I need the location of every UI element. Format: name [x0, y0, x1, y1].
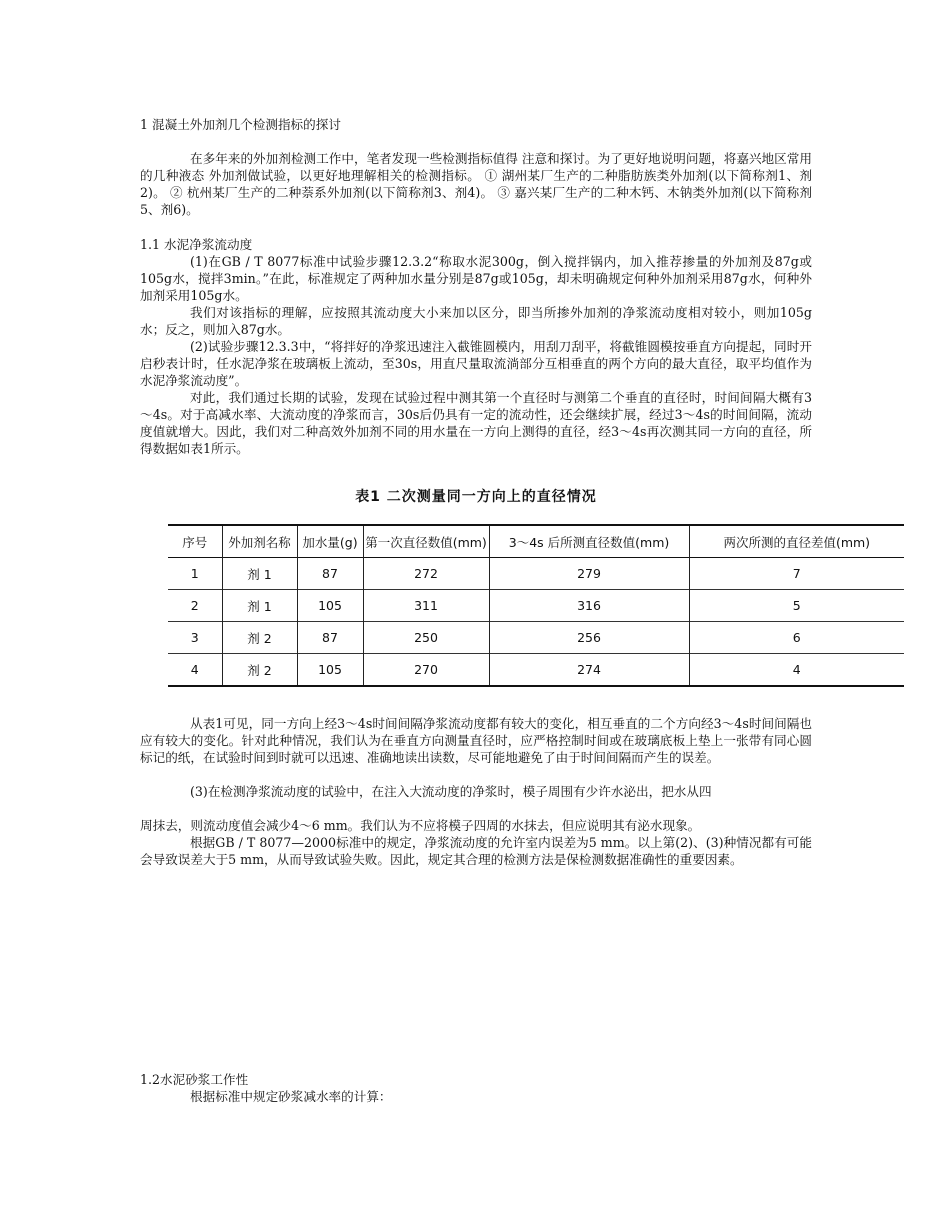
table-cell: 270 [363, 654, 489, 687]
table-cell: 272 [363, 558, 489, 590]
paragraph-table-analysis: 从表1可见，同一方向上经3～4s时间间隔净浆流动度都有较大的变化，相互垂直的二个方向经3～4s时间间隔也应有较大的变化。针对此种情况，我们认为在垂直方向测量直径时，应严格控制时间或在玻璃底板上垫上一张带有同心圆标记的纸，在试验时间到时就可以迅速、准确地读出读数，尽可能地避免了由于时间间隔而产生的误差。 [140, 716, 812, 765]
table-cell: 256 [489, 622, 689, 654]
table-header-cell: 两次所测的直径差值(mm) [689, 525, 904, 558]
paragraph-step-2: (2)试验步骤12.3.3中，“将拌好的净浆迅速注入截锥圆模内，用刮刀刮平，将截锥圆模按垂直方向提起，同时开启秒表计时，任水泥净浆在玻璃板上流动，至30s，用直尺量取流淌部分互相垂直的两个方向的最大直径，取平均值作为水泥净浆流动度”。 [140, 339, 812, 388]
table-cell: 3 [190, 630, 199, 645]
table-row [168, 558, 904, 590]
table-header-cell: 第一次直径数值(mm) [363, 525, 489, 558]
table-cell: 4 [689, 654, 904, 687]
table-cell: 87 [297, 558, 363, 590]
table-1 [168, 524, 904, 687]
table-header-cell: 3～4s 后所测直径数值(mm) [489, 525, 689, 558]
table-cell: 剂 1 [222, 558, 297, 590]
table-header-cell: 序号 [182, 534, 208, 550]
table-row [168, 654, 904, 687]
table-1-title: 表1 二次测量同一方向上的直径情况 [355, 489, 597, 505]
paragraph-understanding: 我们对该指标的理解，应按照其流动度大小来加以区分，即当所掺外加剂的净浆流动度相对较小，则加105g水；反之，则加入87g水。 [140, 305, 812, 337]
table-header-cell: 加水量(g) [297, 525, 363, 558]
table-cell: 87 [297, 622, 363, 654]
table-cell: 2 [190, 598, 199, 613]
table-cell: 7 [689, 558, 904, 590]
table-cell: 剂 1 [222, 590, 297, 622]
paragraph-mortar-calc: 根据标准中规定砂浆减水率的计算： [190, 1089, 392, 1104]
paragraph-standard-error: 根据GB / T 8077—2000标准中的规定，净浆流动度的允许室内误差为5 mm。以上第(2)、(3)种情况都有可能会导致误差大于5 mm，从而导致试验失败。因此，规定其合理的检测方法是保检测数据准确性的重要因素。 [140, 835, 812, 867]
table-cell: 311 [363, 590, 489, 622]
table-row [168, 590, 904, 622]
table-cell: 250 [363, 622, 489, 654]
table-cell: 4 [190, 662, 199, 677]
table-cell: 274 [489, 654, 689, 687]
table-header-row [168, 525, 904, 558]
section-1-1-heading: 1.1 水泥净浆流动度 [140, 237, 253, 252]
table-cell: 剂 2 [222, 654, 297, 687]
table-cell: 279 [489, 558, 689, 590]
table-cell: 剂 2 [222, 622, 297, 654]
table-cell: 105 [297, 590, 363, 622]
table-cell: 6 [689, 622, 904, 654]
section-1-heading: 1 混凝土外加剂几个检测指标的探讨 [140, 117, 341, 132]
section-1-2-heading: 1.2水泥砂浆工作性 [140, 1072, 249, 1087]
paragraph-step-3-part-1: (3)在检测净浆流动度的试验中，在注入大流动度的净浆时，模子周围有少许水泌出，把水从四 [190, 784, 712, 799]
table-cell: 1 [190, 566, 199, 581]
section-1-intro-paragraph: 在多年来的外加剂检测工作中，笔者发现一些检测指标值得 注意和探讨。为了更好地说明问题，将嘉兴地区常用的几种液态 外加剂做试验，以更好地理解相关的检测指标。 ① 湖州某厂生产的二种脂肪族类外加剂(以下简称剂1、剂2)。 ② 杭州某厂生产的二种萘系外加剂(以下简称剂3、剂4)。 ③ 嘉兴某厂生产的二种木钙、木钠类外加剂(以下简称剂 5、剂6)。 [140, 151, 812, 217]
table-header-cell: 外加剂名称 [222, 525, 297, 558]
table-cell: 105 [297, 654, 363, 687]
table-row [168, 622, 904, 654]
table-cell: 5 [689, 590, 904, 622]
paragraph-step-1: (1)在GB / T 8077标准中试验步骤12.3.2“称取水泥300g，倒入搅拌锅内，加入推荐掺量的外加剂及87g或105g水，搅拌3min。”在此，标准规定了两种加水量分别是87g或105g，却未明确规定何种外加剂采用87g水，何种外加剂采用105g水。 [140, 254, 812, 303]
paragraph-test-results: 对此，我们通过长期的试验，发现在试验过程中测其第一个直径时与测第二个垂直的直径时，时间间隔大概有3～4s。对于高减水率、大流动度的净浆而言，30s后仍具有一定的流动性，还会继续扩展，经过3～4s的时间间隔，流动度值就增大。因此，我们对二种高效外加剂不同的用水量在一方向上测得的直径，经3～4s再次测其同一方向的直径，所得数据如表1所示。 [140, 390, 812, 456]
paragraph-step-3-part-2: 周抹去，则流动度值会减少4～6 mm。我们认为不应将模子四周的水抹去，但应说明其有泌水现象。 [140, 818, 701, 833]
table-cell: 316 [489, 590, 689, 622]
